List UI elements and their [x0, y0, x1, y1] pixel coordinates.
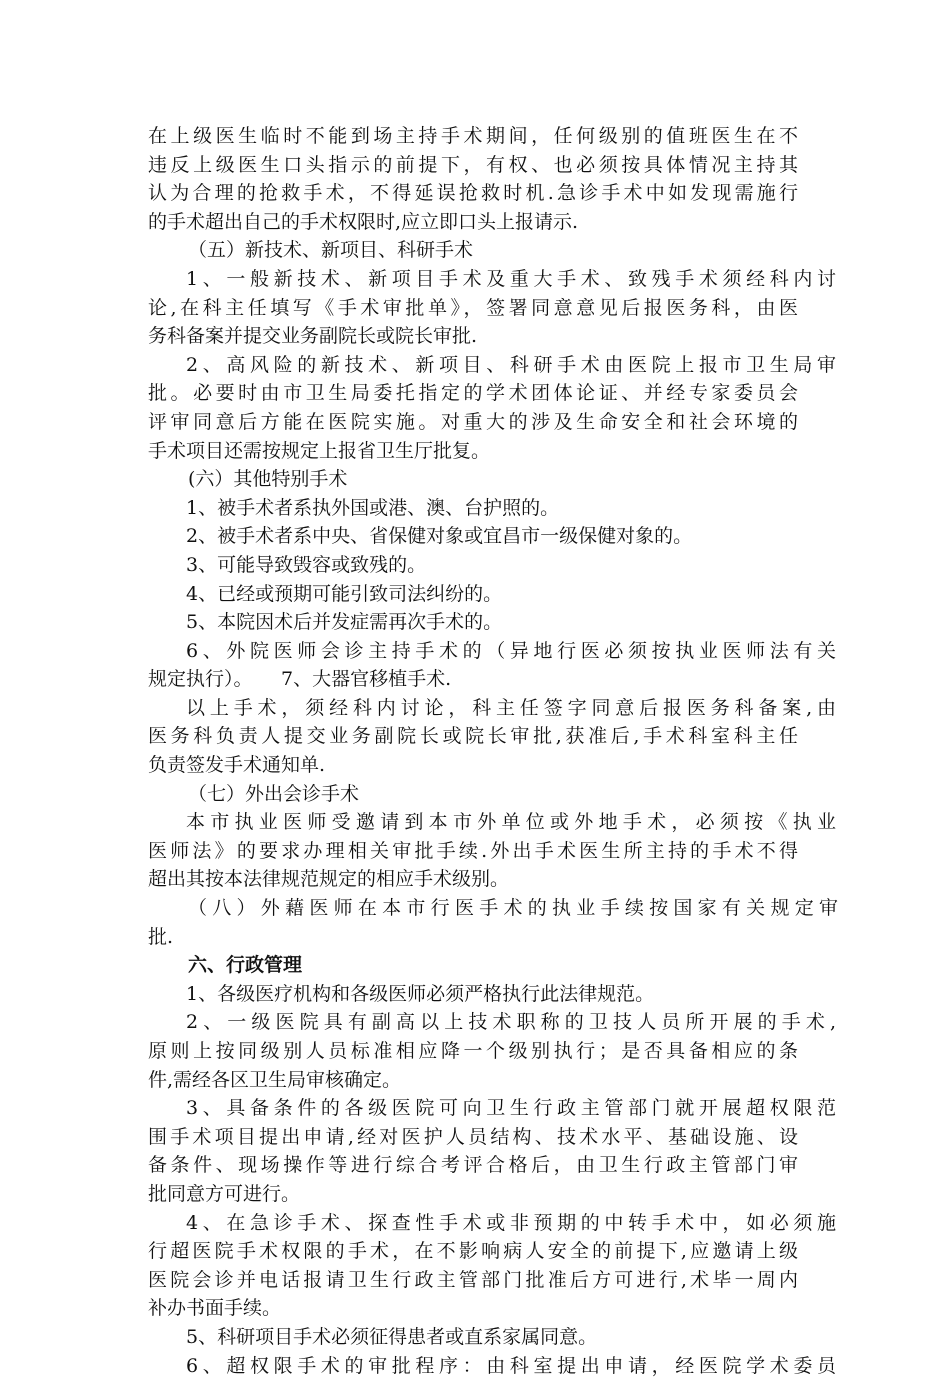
text-line: (六）其他特别手术	[188, 468, 348, 491]
text-line: 3、具备条件的各级医院可向卫生行政主管部门就开展超权限范	[186, 1097, 836, 1120]
text-line: 医务科负责人提交业务副院长或院长审批,获准后,手术科室科主任	[148, 725, 798, 748]
text-line: 2、被手术者系中央、省保健对象或宜昌市一级保健对象的。	[186, 525, 693, 548]
text-line: 务科备案并提交业务副院长或院长审批.	[148, 325, 478, 348]
text-line: 医师法》的要求办理相关审批手续.外出手术医生所主持的手术不得	[148, 839, 798, 862]
text-line: 规定执行）。 7、大器官移植手术.	[148, 668, 452, 691]
text-line: 5、本院因术后并发症需再次手术的。	[186, 611, 503, 634]
text-line: 1、一般新技术、新项目手术及重大手术、致残手术须经科内讨	[186, 267, 836, 290]
text-line: 5、科研项目手术必须征得患者或直系家属同意。	[186, 1325, 598, 1348]
text-line: 手术项目还需按规定上报省卫生厅批复。	[148, 439, 491, 462]
text-line: 6、超权限手术的审批程序：由科室提出申请，经医院学术委员	[186, 1354, 836, 1377]
text-line: 1、被手术者系执外国或港、澳、台护照的。	[186, 496, 560, 519]
text-line: 本市执业医师受邀请到本市外单位或外地手术，必须按《执业	[186, 811, 836, 834]
text-line: 行超医院手术权限的手术，在不影响病人安全的前提下,应邀请上级	[148, 1240, 798, 1263]
text-line: 在上级医生临时不能到场主持手术期间，任何级别的值班医生在不	[148, 125, 798, 147]
text-line: 论,在科主任填写《手术审批单》，签署同意意见后报医务科，由医	[148, 296, 798, 319]
text-line: 1、各级医疗机构和各级医师必须严格执行此法律规范。	[186, 982, 655, 1005]
text-line: （五）新技术、新项目、科研手术	[188, 239, 474, 262]
text-line: 2、高风险的新技术、新项目、科研手术由医院上报市卫生局审	[186, 353, 836, 376]
text-line: 围手术项目提出申请,经对医护人员结构、技术水平、基础设施、设	[148, 1125, 798, 1148]
text-line: 2、一级医院具有副高以上技术职称的卫技人员所开展的手术,	[186, 1011, 836, 1034]
section-heading: 六、行政管理	[188, 954, 303, 977]
text-line: 医院会诊并电话报请卫生行政主管部门批准后方可进行,术毕一周内	[148, 1268, 798, 1291]
text-line: 4、在急诊手术、探查性手术或非预期的中转手术中，如必须施	[186, 1211, 836, 1234]
text-line: 违反上级医生口头指示的前提下，有权、也必须按具体情况主持其	[148, 153, 798, 176]
text-line: 批。必要时由市卫生局委托指定的学术团体论证、并经专家委员会	[148, 382, 798, 405]
text-line: 备条件、现场操作等进行综合考评合格后，由卫生行政主管部门审	[148, 1154, 798, 1177]
text-line: 件,需经各区卫生局审核确定。	[148, 1068, 402, 1091]
text-line: 3、可能导致毁容或致残的。	[186, 553, 427, 576]
text-line: 批.	[148, 925, 174, 948]
text-line: 原则上按同级别人员标准相应降一个级别执行；是否具备相应的条	[148, 1040, 798, 1062]
text-line: 以上手术，须经科内讨论，科主任签字同意后报医务科备案,由	[186, 696, 836, 719]
text-line: 批同意方可进行。	[148, 1182, 301, 1205]
text-line: （八）外藉医师在本市行医手术的执业手续按国家有关规定审	[188, 897, 838, 920]
document-body	[148, 122, 838, 1380]
text-line: 超出其按本法律规范规定的相应手术级别。	[148, 868, 510, 891]
text-line: 认为合理的抢救手术，不得延误抢救时机.急诊手术中如发现需施行	[148, 182, 798, 205]
text-line: 4、已经或预期可能引致司法纠纷的。	[186, 582, 503, 605]
text-line: 评审同意后方能在医院实施。对重大的涉及生命安全和社会环境的	[148, 410, 798, 433]
text-line: 负责签发手术通知单.	[148, 754, 326, 777]
text-line: 补办书面手续。	[148, 1297, 282, 1320]
text-line: 的手术超出自己的手术权限时,应立即口头上报请示.	[148, 210, 579, 233]
text-line: 6、外院医师会诊主持手术的（异地行医必须按执业医师法有关	[186, 639, 836, 662]
text-line: （七）外出会诊手术	[188, 782, 360, 805]
